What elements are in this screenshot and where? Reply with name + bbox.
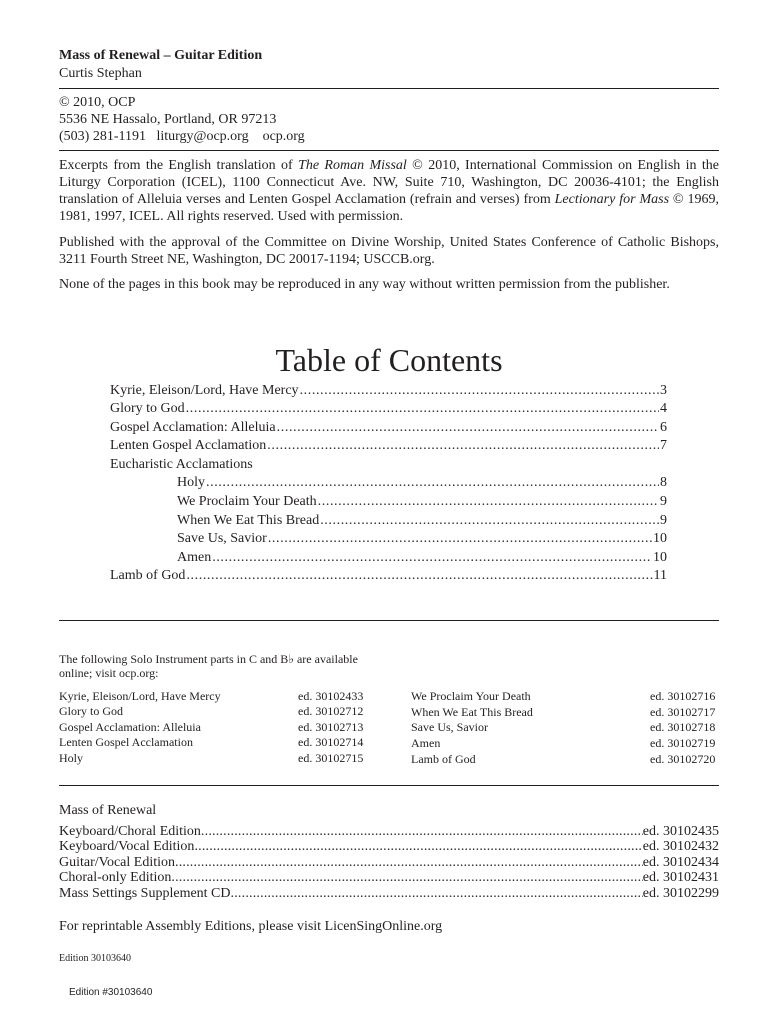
solo-part-edition: ed. 30102718 [650, 720, 716, 734]
document-title: Mass of Renewal – Guitar Edition [59, 48, 263, 63]
solo-part-label: Lamb of God [411, 752, 476, 766]
solo-part-label: Amen [411, 736, 441, 750]
excerpts-paragraph: Excerpts from the English translation of The Roman Missal © 2010, International Commission on English in the Liturgy Corporation (ICEL), 1100 Connecticut Ave. NW, Suite 710, Washington, DC 20036-4101; the English translation of Alleluia verses and Lenten Gospel Acclamation (refrain and verses) from Lectionary for Mass © 1969, 1981, 1997, ICEL. All rights reserved. Used with permission. [59, 158, 719, 224]
copyright-line: © 2010, OCP [59, 95, 136, 110]
divider [59, 88, 719, 89]
toc-item: When We Eat This Bread ..... 9 [177, 512, 667, 530]
solo-part-edition: ed. 30102713 [298, 720, 364, 734]
solo-part-label: Gospel Acclamation: Alleluia [59, 720, 201, 734]
toc-section-heading: Eucharistic Acclamations [110, 457, 253, 472]
toc-item: Holy ..... 8 [177, 474, 667, 492]
solo-part-label: Lenten Gospel Acclamation [59, 735, 193, 749]
edition-item: Keyboard/Vocal Edition ..... ed. 30102432 [59, 839, 719, 855]
publisher-website: ocp.org [262, 129, 305, 144]
reprint-note: For reprintable Assembly Editions, please visit LicenSingOnline.org [59, 919, 443, 934]
edition-item: Choral-only Edition ..... ed. 30102431 [59, 870, 719, 886]
document-page [59, 0, 719, 1024]
editions-heading: Mass of Renewal [59, 803, 157, 818]
toc-item: Glory to God ..... 4 [110, 400, 667, 418]
edition-item: Guitar/Vocal Edition ..... ed. 30102434 [59, 855, 719, 871]
solo-part-edition: ed. 30102717 [650, 705, 716, 719]
divider [59, 620, 719, 621]
solo-part-label: We Proclaim Your Death [411, 689, 531, 703]
solo-part-label: Kyrie, Eleison/Lord, Have Mercy [59, 689, 221, 703]
solo-part-edition: ed. 30102712 [298, 704, 364, 718]
toc-item: Lenten Gospel Acclamation ..... 7 [110, 437, 667, 455]
reproduction-notice: None of the pages in this book may be reproduced in any way without written permission from the publisher. [59, 277, 670, 292]
solo-part-edition: ed. 30102720 [650, 752, 716, 766]
publisher-address: 5536 NE Hassalo, Portland, OR 97213 [59, 112, 277, 127]
toc-item: Save Us, Savior ..... 10 [177, 530, 667, 548]
solo-part-edition: ed. 30102714 [298, 735, 364, 749]
publisher-contact [59, 129, 305, 145]
solo-part-label: Holy [59, 751, 83, 765]
solo-part-label: When We Eat This Bread [411, 705, 533, 719]
solo-parts-intro: The following Solo Instrument parts in C and B♭ are available online; visit ocp.org: [59, 652, 358, 680]
publisher-phone: (503) 281-1191 [59, 129, 146, 144]
edition-item: Keyboard/Choral Edition ..... ed. 30102435 [59, 824, 719, 840]
toc-heading: Table of Contents [275, 342, 503, 378]
approval-paragraph: Published with the approval of the Committee on Divine Worship, United States Conference of Catholic Bishops, 3211 Fourth Street NE, Washington, DC 20017-1194; USCCB.org. [59, 235, 719, 267]
publisher-email: liturgy@ocp.org [156, 129, 249, 144]
solo-part-edition: ed. 30102433 [298, 689, 364, 703]
edition-item: Mass Settings Supplement CD ..... ed. 30102299 [59, 886, 719, 902]
divider [59, 785, 719, 786]
solo-part-label: Glory to God [59, 704, 123, 718]
toc-item: Kyrie, Eleison/Lord, Have Mercy ..... 3 [110, 382, 667, 400]
solo-part-edition: ed. 30102716 [650, 689, 716, 703]
toc-item: Amen ..... 10 [177, 549, 667, 567]
divider [59, 150, 719, 151]
solo-part-label: Save Us, Savior [411, 720, 488, 734]
toc-item: We Proclaim Your Death ..... 9 [177, 493, 667, 511]
document-author: Curtis Stephan [59, 66, 142, 81]
toc-item: Lamb of God ..... 11 [110, 567, 667, 585]
edition-number-small: Edition 30103640 [59, 953, 131, 964]
toc-item: Gospel Acclamation: Alleluia ..... 6 [110, 419, 667, 437]
edition-number-label: Edition #30103640 [69, 987, 153, 998]
solo-part-edition: ed. 30102719 [650, 736, 716, 750]
solo-part-edition: ed. 30102715 [298, 751, 364, 765]
